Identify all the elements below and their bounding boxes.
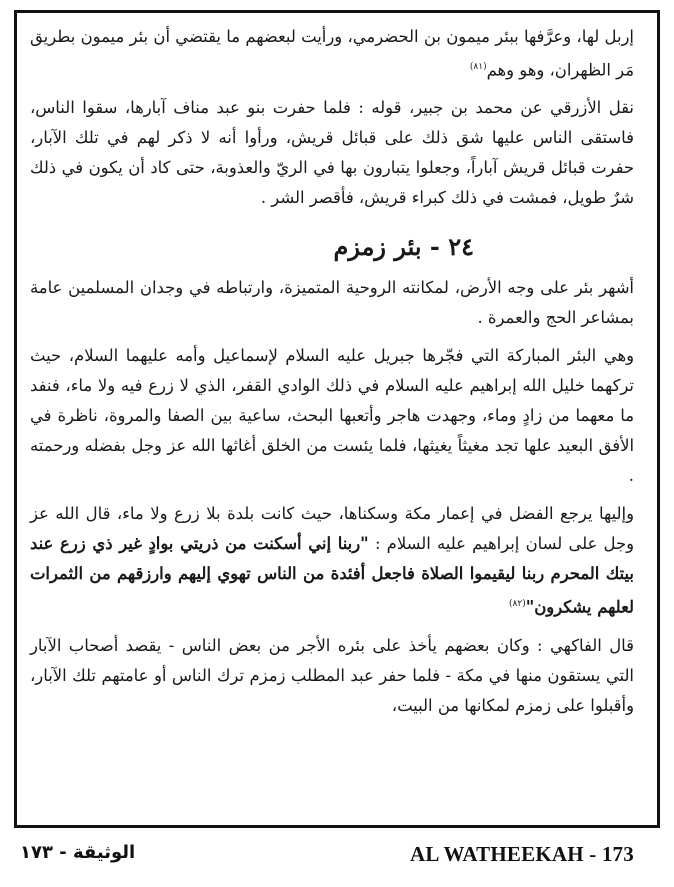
footnote-ref-81: (٨١)	[469, 62, 487, 72]
page-footer	[0, 840, 674, 876]
footnote-ref-82: (٨٢)	[509, 599, 526, 610]
paragraph-1	[30, 22, 634, 85]
paragraph-6: قال الفاكهي : وكان بعضهم يأخذ على بئره الأجر من بعض الناس - يقصد أصحاب الآبار التي يستقون منها في مكة - فلما حفر عبد المطلب زمزم ترك الناس أو عامتهم تلك الآبار، وأقبلوا على زمزم لمكانها من البيت،	[30, 635, 634, 715]
paragraph-5-text: وإليها يرجع الفضل في إعمار مكة وسكناها، حيث كانت بلدة بلا زرع ولا ماء، قال الله عز وجل على لسان إبراهيم عليه السلام :	[30, 504, 634, 554]
paragraph-1-text: إربل لها، وعرَّفها ببئر ميمون بن الحضرمي، ورأيت لبعضهم ما يقتضي أن بئر ميمون بطريق مَر الظهران، وهو وهم	[30, 27, 634, 80]
paragraph-4: وهي البئر المباركة التي فجّرها جبريل عليه السلام لإسماعيل وأمه عليهما السلام، حيث تركهما خليل الله إبراهيم عليه السلام في ذلك الوادي القفر، الذي لا زرع فيه ولا ماء، فنفد ما معهما من زادٍ وماء، وجهدت هاجر وأتعبها البحث، ساعية بين الصفا والمروة، ناظرة في الأفق البعيد علها تجد مغيثاً يغيثها، فلما يئست من الخلق أغاثها الله عز وجل بفضله ورحمته .	[30, 346, 634, 486]
footer-english-page-label: AL WATHEEKAH - 173	[410, 842, 634, 866]
section-heading: ٢٤ - بئر زمزم	[333, 232, 474, 262]
paragraph-5	[30, 499, 634, 622]
paragraph-3: أشهر بئر على وجه الأرض، لمكانته الروحية المتميزة، وارتباطه في وجدان المسلمين عامة بمشاعر الحج والعمرة .	[30, 278, 634, 328]
footer-arabic-page-label: الوثيقة - ١٧٣	[20, 842, 136, 863]
quran-quote: "ربنا إني أسكنت من ذريتي بوادٍ غير ذي زرع عند بيتك المحرم ربنا ليقيموا الصلاة فاجعل أفئدة من الناس تهوي إليهم وارزقهم من الثمرات لعلهم يشكرون"	[30, 534, 634, 617]
article-body	[30, 22, 634, 721]
paragraph-2: نقل الأزرقي عن محمد بن جبير، قوله : فلما حفرت بنو عبد مناف آبارها، سقوا الناس، فاستقى الناس عليها شق ذلك على قبائل قريش، ورأوا أنه لا ذكر لهم في تلك الآبار، حفرت قبائل قريش آباراً، وجعلوا يتبارون بها في الريّ والعذوبة، حتى كاد أن يكون في ذلك شرٌ طويل، فمشت في ذلك كبراء قريش، فأقصر الشر .	[30, 98, 634, 208]
